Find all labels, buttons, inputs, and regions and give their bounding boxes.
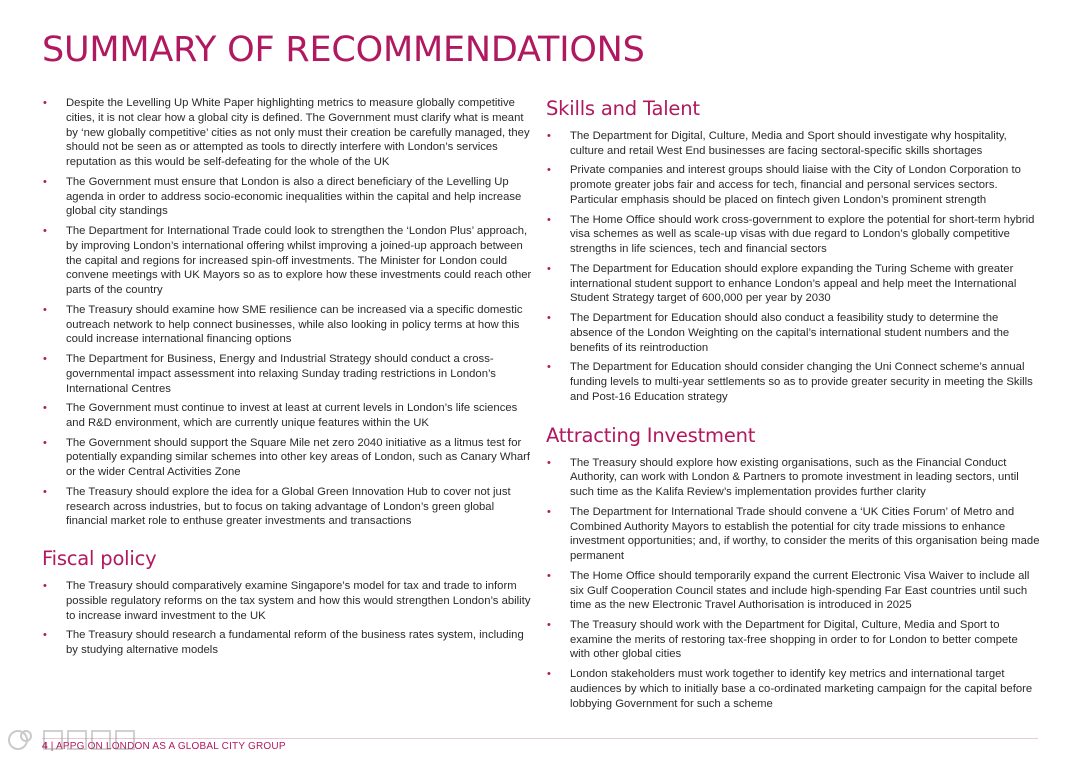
- page-title: SUMMARY OF RECOMMENDATIONS: [42, 30, 645, 70]
- page-number: 4: [42, 741, 48, 752]
- footer-separator: |: [50, 741, 54, 752]
- recommendation-item: • The Home Office should work cross-government to explore the potential for short-term hybrid visa schemes as well as scale-up visas with due regard to London’s globally competitive strengths in life sciences, tech and financial sectors: [546, 213, 1040, 257]
- recommendation-item: • Despite the Levelling Up White Paper highlighting metrics to measure globally competitive cities, it is not clear how a global city is defined. The Government must clarify what is meant by ‘new globally competitive’ cities as not only must their creation be carefully managed, they should not be seen as or attempted as tools to directly interfere with London’s services reputation as this would be self-defeating for the whole of the UK: [42, 96, 534, 170]
- recommendation-item: • The Department for International Trade should convene a ‘UK Cities Forum’ of Metro and Combined Authority Mayors to establish the potential for city trade missions to enhance investment opportunities; and, if worthy, to consider the merits of this organisation being made permanent: [546, 505, 1040, 564]
- intro-recommendations-list: [42, 96, 534, 529]
- recommendation-item: • The Department for International Trade could look to strengthen the ‘London Plus’ approach, by improving London’s international offering whilst improving a joined-up approach between the capital and regions for increased spin-off investments. The Minister for London could convene meetings with UK Mayors so as to explore how these investments could reach other parts of the country: [42, 224, 534, 298]
- recommendation-item: • The Government should support the Square Mile net zero 2040 initiative as a litmus test for potentially expanding similar schemes into other key areas of London, such as Canary Wharf or the wider Central Activities Zone: [42, 436, 534, 480]
- watermark-logo-icon: [4, 725, 142, 755]
- recommendation-item: • The Home Office should temporarily expand the current Electronic Visa Waiver to include all six Gulf Cooperation Council states and include high-spending Far East countries until such time as the new Electronic Travel Authorisation is introduced in 2025: [546, 569, 1040, 613]
- skills-and-talent-heading: Skills and Talent: [546, 97, 700, 120]
- recommendation-item: • The Treasury should research a fundamental reform of the business rates system, including by studying alternative models: [42, 628, 534, 658]
- recommendation-item: • The Department for Education should also conduct a feasibility study to determine the absence of the London Weighting on the capital’s international student numbers and the benefits of its reintroduction: [546, 311, 1040, 355]
- left-column: [42, 96, 534, 663]
- recommendation-item: • The Treasury should explore the idea for a Global Green Innovation Hub to cover not just research across industries, but to focus on taking advantage of London’s green global financial market role to enthuse greater investments and transactions: [42, 485, 534, 529]
- recommendation-item: • The Treasury should explore how existing organisations, such as the Financial Conduct Authority, can work with London & Partners to promote investment in leading sectors, until such time as the Kalifa Review’s implementation provides further clarity: [546, 456, 1040, 500]
- recommendation-item: • The Treasury should examine how SME resilience can be increased via a specific domestic outreach network to help connect businesses, while also looking in policy terms at how this could increase international financing options: [42, 303, 534, 347]
- fiscal-policy-list: [42, 579, 534, 658]
- recommendation-item: • The Department for Business, Energy and Industrial Strategy should conduct a cross-governmental impact assessment into relaxing Sunday trading restrictions in London’s International Centres: [42, 352, 534, 396]
- footer-divider: [42, 738, 1038, 739]
- recommendation-item: • The Department for Education should consider changing the Uni Connect scheme’s annual funding levels to multi-year settlements so as to provide greater security in meeting the Skills and Post-16 Education strategy: [546, 360, 1040, 404]
- recommendation-item: • The Government must ensure that London is also a direct beneficiary of the Levelling Up agenda in order to address socio-economic inequalities within the capital and help increase global city standings: [42, 175, 534, 219]
- recommendation-item: • The Government must continue to invest at least at current levels in London’s life sciences and R&D environment, which are currently unique features within the UK: [42, 401, 534, 431]
- recommendation-item: • Private companies and interest groups should liaise with the City of London Corporation to promote greater jobs fair and access for tech, financial and personal services sectors. Particular emphasis should be placed on fintech given London’s prominent strength: [546, 163, 1040, 207]
- attracting-investment-heading: Attracting Investment: [546, 423, 756, 447]
- right-column: [546, 97, 1040, 716]
- recommendation-item: • The Department for Education should explore expanding the Turing Scheme with greater international student support to enhance London’s appeal and help meet the International Student Strategy target of 600,000 per year by 2030: [546, 262, 1040, 306]
- recommendation-item: • London stakeholders must work together to identify key metrics and international target audiences by which to initially base a co-ordinated marketing campaign for the capital before lobbying Government for such a scheme: [546, 667, 1040, 711]
- footer-label: APPG ON LONDON AS A GLOBAL CITY GROUP: [56, 741, 286, 752]
- recommendation-item: • The Department for Digital, Culture, Media and Sport should investigate why hospitality, culture and retail West End businesses are facing sectoral-specific skills shortages: [546, 129, 1040, 159]
- attracting-investment-list: [546, 456, 1040, 712]
- recommendation-item: • The Treasury should work with the Department for Digital, Culture, Media and Sport to examine the merits of restoring tax-free shopping in order to for London to better compete with other global cities: [546, 618, 1040, 662]
- recommendation-item: • The Treasury should comparatively examine Singapore’s model for tax and trade to inform possible regulatory reforms on the tax system and how this would strengthen London’s ability to increase inward investment to the UK: [42, 579, 534, 623]
- skills-and-talent-list: [546, 129, 1040, 405]
- fiscal-policy-heading: Fiscal policy: [42, 547, 157, 571]
